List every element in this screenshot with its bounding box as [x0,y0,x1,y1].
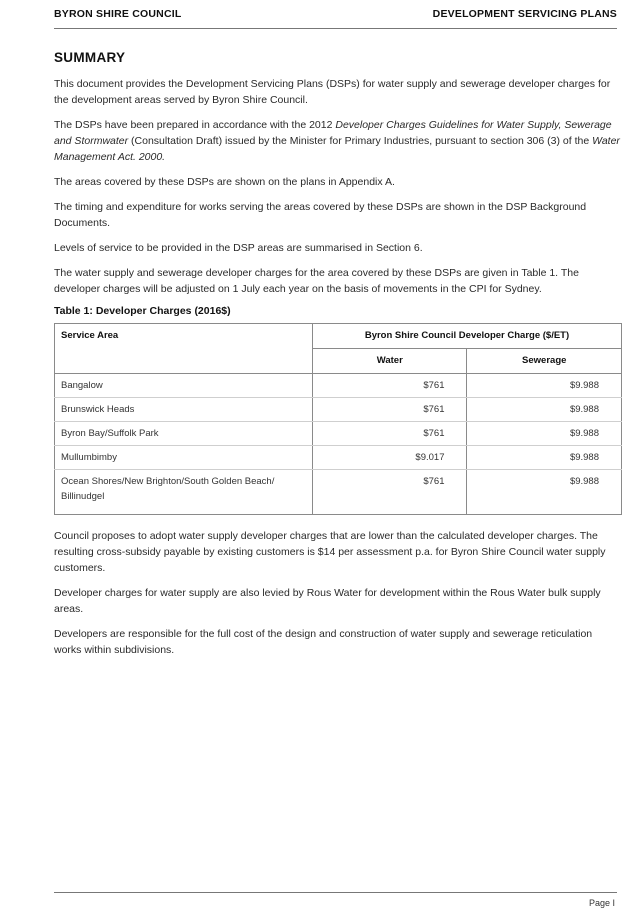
table-row [55,446,622,470]
cell-area: Ocean Shores/New Brighton/South Golden Beach/ Billinudgel [55,470,313,515]
cross-subsidy-paragraph: Council proposes to adopt water supply developer charges that are lower than the calculated developer charges. The resulting cross-subsidy payable by existing customers is $14 per assessment p.a. for Byron Shire Council water supply customers. [54,530,606,574]
col-header-sewerage: Sewerage [467,349,622,374]
table-caption: Table 1: Developer Charges (2016$) [54,305,231,317]
rous-water-paragraph: Developer charges for water supply are also levied by Rous Water for development within the Rous Water bulk supply areas. [54,587,601,615]
page-footer [54,892,617,908]
cell-water: $761 [313,470,467,515]
guidelines-paragraph: The DSPs have been prepared in accordance with the 2012 Developer Charges Guidelines for Water Supply, Sewerage and Stormwater (Consultation Draft) issued by the Minister for Primary Industries, pursuant to section 306 (3) of the Water Management Act. 2000. [54,119,620,163]
table-row [55,398,622,422]
developer-responsibility-paragraph: Developers are responsible for the full cost of the design and construction of water supply and sewerage reticulation works within subdivisions. [54,628,593,656]
cell-sewerage: $9.988 [467,422,622,446]
section-title: SUMMARY [54,50,126,65]
table-row [55,422,622,446]
table-row [55,374,622,398]
cell-sewerage: $9.988 [467,398,622,422]
page-number: Page I [588,898,615,908]
cell-area: Brunswick Heads [55,398,313,422]
intro-paragraph: This document provides the Development Servicing Plans (DSPs) for water supply and sewerage developer charges for the development areas served by Byron Shire Council. [54,78,611,106]
page-header [54,8,617,29]
table-row [55,470,622,515]
col-header-water: Water [313,349,467,374]
act-title: Water Management Act. 2000. [54,135,620,163]
cell-sewerage: $9.988 [467,374,622,398]
service-levels-paragraph: Levels of service to be provided in the DSP areas are summarised in Section 6. [54,242,423,254]
cell-area: Mullumbimby [55,446,313,470]
cell-area: Byron Bay/Suffolk Park [55,422,313,446]
col-header-service-area: Service Area [55,324,313,374]
cell-sewerage: $9.988 [467,470,622,515]
cell-sewerage: $9.988 [467,446,622,470]
charges-paragraph: The water supply and sewerage developer charges for the area covered by these DSPs are given in Table 1. The developer charges will be adjusted on 1 July each year on the basis of movements in the CPI for Sydney. [54,267,579,295]
cell-water: $9.017 [313,446,467,470]
document-body [54,50,622,667]
cell-water: $761 [313,422,467,446]
areas-paragraph: The areas covered by these DSPs are shown on the plans in Appendix A. [54,176,395,188]
cell-area: Bangalow [55,374,313,398]
col-header-developer-charge: Byron Shire Council Developer Charge ($/ET) [313,324,622,349]
cell-water: $761 [313,374,467,398]
guidelines-title: Developer Charges Guidelines for Water Supply, Sewerage and Stormwater [54,119,612,147]
timing-paragraph: The timing and expenditure for works serving the areas covered by these DSPs are shown in the DSP Background Documents. [54,201,587,229]
header-organization: BYRON SHIRE COUNCIL [54,8,182,20]
header-document-title: DEVELOPMENT SERVICING PLANS [432,8,617,20]
cell-water: $761 [313,398,467,422]
developer-charges-table [54,323,622,515]
